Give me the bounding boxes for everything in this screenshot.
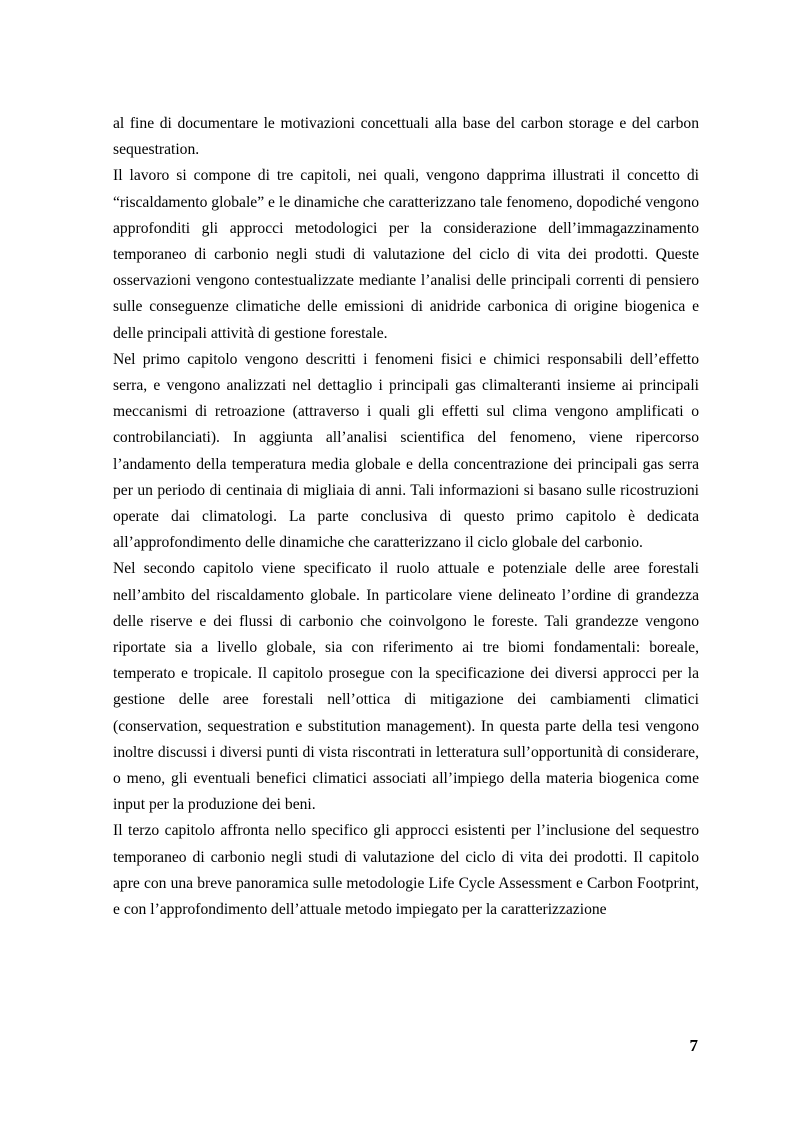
body-text [113,111,699,923]
paragraph-chapter-two: Nel secondo capitolo viene specificato il ruolo attuale e potenziale delle aree forestali nell’ambito del riscaldamento globale. In particolare viene delineato l’ordine di grandezza delle riserve e dei flussi di carbonio che coinvolgono le foreste. Tali grandezze vengono riportate sia a livello globale, sia con riferimento ai tre biomi fondamentali: boreale, temperato e tropicale. Il capitolo prosegue con la specificazione dei diversi approcci per la gestione delle aree forestali nell’ottica di mitigazione dei cambiamenti climatici (conservation, sequestration e substitution management). In questa parte della tesi vengono inoltre discussi i diversi punti di vista riscontrati in letteratura sull’opportunità di considerare, o meno, gli eventuali benefici climatici associati all’impiego della materia biogenica come input per la produzione dei beni. [113,560,699,814]
page-number: 7 [689,1036,698,1055]
paragraph-chapter-one: Nel primo capitolo vengono descritti i fenomeni fisici e chimici responsabili dell’effetto serra, e vengono analizzati nel dettaglio i principali gas climalteranti insieme ai principali meccanismi di retroazione (attraverso i quali gli effetti sul clima vengono amplificati o controbilanciati). In aggiunta all’analisi scientifica del fenomeno, viene ripercorso l’andamento della temperatura media globale e della concentrazione dei principali gas serra per un periodo di centinaia di migliaia di anni. Tali informazioni si basano sulle ricostruzioni operate dai climatologi. La parte conclusiva di questo primo capitolo è dedicata all’approfondimento delle dinamiche che caratterizzano il ciclo globale del carbonio. [113,350,699,552]
paragraph-intro-continuation: al fine di documentare le motivazioni concettuali alla base del carbon storage e del carbon sequestration. [113,115,699,159]
paragraph-thesis-structure: Il lavoro si compone di tre capitoli, nei quali, vengono dapprima illustrati il concetto di “riscaldamento globale” e le dinamiche che caratterizzano tale fenomeno, dopodiché vengono approfonditi gli approcci metodologici per la considerazione dell’immagazzinamento temporaneo di carbonio negli studi di valutazione del ciclo di vita dei prodotti. Queste osservazioni vengono contestualizzate mediante l’analisi delle principali correnti di pensiero sulle conseguenze climatiche delle emissioni di anidride carbonica di origine biogenica e delle principali attività di gestione forestale. [113,167,699,342]
paragraph-chapter-three: Il terzo capitolo affronta nello specifico gli approcci esistenti per l’inclusione del sequestro temporaneo di carbonio negli studi di valutazione del ciclo di vita dei prodotti. Il capitolo apre con una breve panoramica sulle metodologie Life Cycle Assessment e Carbon Footprint, e con l’approfondimento dell’attuale metodo impiegato per la caratterizzazione [113,822,699,919]
